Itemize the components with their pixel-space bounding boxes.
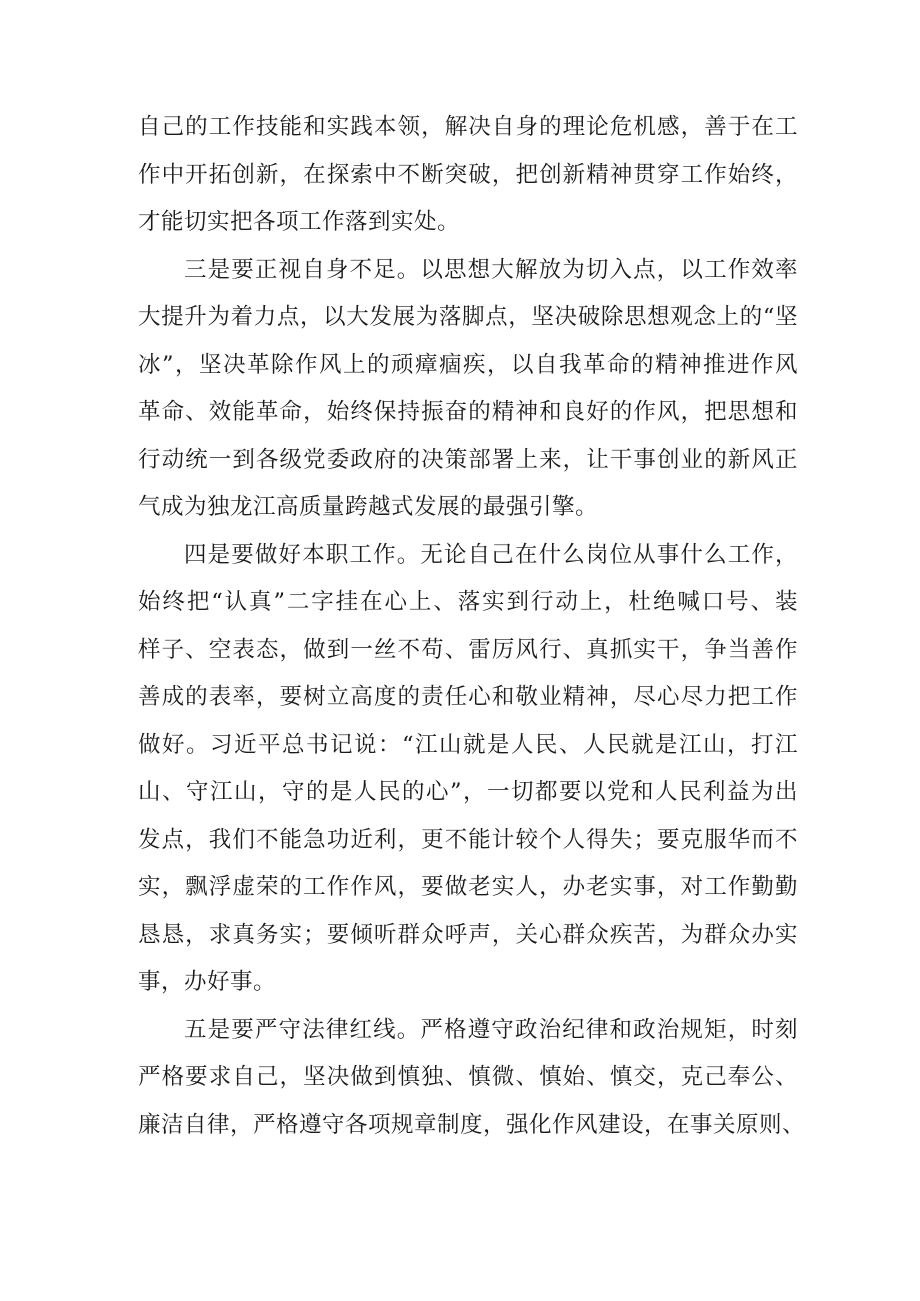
paragraph-line: 始终把“认真”二字挂在心上、落实到行动上，杜绝喊口号、装 — [138, 589, 798, 615]
paragraph-line: 四是要做好本职工作。无论自己在什么岗位从事什么工作， — [184, 541, 798, 568]
paragraph-line: 实，飘浮虚荣的工作作风，要做老实人，办老实事，对工作勤勤 — [138, 874, 798, 900]
paragraph-line: 恳恳，求真务实；要倾听群众呼声，关心群众疾苦，为群众办实 — [138, 921, 798, 948]
paragraph-line: 样子、空表态，做到一丝不苟、雷厉风行、真抓实干，争当善作 — [138, 636, 798, 663]
paragraph-line: 事，办好事。 — [138, 969, 277, 995]
paragraph-line: 五是要严守法律红线。严格遵守政治纪律和政治规矩，时刻 — [184, 1016, 798, 1043]
paragraph-line: 善成的表率，要树立高度的责任心和敬业精神，尽心尽力把工作 — [138, 684, 798, 710]
paragraph-2 — [138, 247, 798, 532]
paragraph-line: 才能切实把各项工作落到实处。 — [138, 209, 461, 235]
paragraph-line: 发点，我们不能急功近利，更不能计较个人得失；要克服华而不 — [138, 826, 798, 853]
paragraph-line: 革命、效能革命，始终保持振奋的精神和良好的作风，把思想和 — [138, 399, 798, 425]
paragraph-line: 自己的工作技能和实践本领，解决自身的理论危机感，善于在工 — [138, 114, 798, 140]
paragraph-1 — [138, 104, 798, 247]
paragraph-line: 山、守江山，守的是人民的心”，一切都要以党和人民利益为出 — [138, 779, 798, 805]
paragraph-line: 气成为独龙江高质量跨越式发展的最强引擎。 — [138, 494, 599, 520]
paragraph-3 — [138, 532, 798, 1007]
paragraph-line: 廉洁自律，严格遵守各项规章制度，强化作风建设，在事关原则、 — [138, 1111, 806, 1138]
paragraph-line: 三是要正视自身不足。以思想大解放为切入点，以工作效率 — [184, 256, 798, 283]
paragraph-4 — [138, 1007, 806, 1150]
paragraph-line: 做好。习近平总书记说：“江山就是人民、人民就是江山，打江 — [138, 731, 798, 758]
paragraph-line: 严格要求自己，坚决做到慎独、慎微、慎始、慎交，克己奉公、 — [138, 1064, 798, 1090]
paragraph-line: 冰”，坚决革除作风上的顽瘴痼疾，以自我革命的精神推进作风 — [138, 351, 798, 378]
paragraph-line: 作中开拓创新，在探索中不断突破，把创新精神贯穿工作始终， — [138, 161, 798, 188]
paragraph-line: 行动统一到各级党委政府的决策部署上来，让干事创业的新风正 — [138, 446, 798, 473]
paragraph-line: 大提升为着力点，以大发展为落脚点，坚决破除思想观念上的“坚 — [138, 304, 798, 330]
